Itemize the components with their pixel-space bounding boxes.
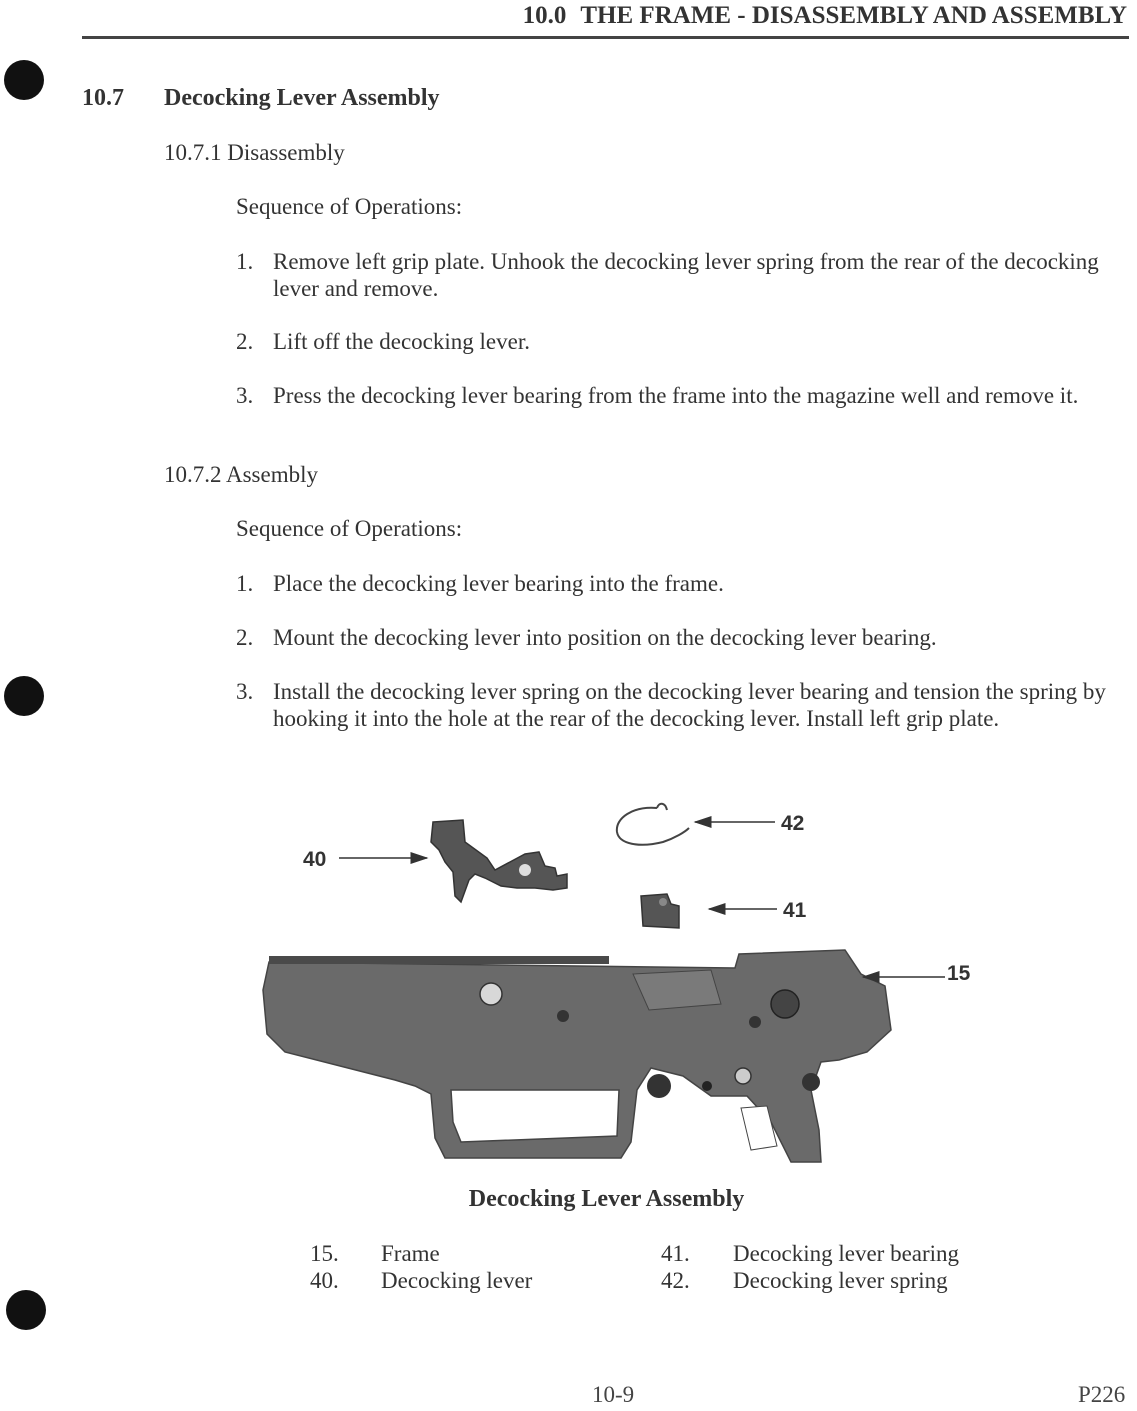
chapter-title: THE FRAME - DISASSEMBLY AND ASSEMBLY — [580, 2, 1127, 29]
step-number: 2. — [236, 329, 254, 354]
legend-number: 15. — [310, 1241, 339, 1266]
figure-drawing — [255, 790, 1015, 1170]
frame-part — [263, 950, 891, 1162]
punch-hole-middle — [4, 676, 44, 716]
disassembly-step-2 — [236, 328, 1116, 355]
assembly-sequence-label: Sequence of Operations: — [236, 516, 463, 541]
callout-40: 40 — [303, 848, 327, 871]
step-number: 2. — [236, 625, 254, 650]
section-title: Decocking Lever Assembly — [164, 85, 440, 111]
section-number: 10.7 — [82, 85, 124, 111]
assembly-step-2 — [236, 624, 1116, 651]
model-label: P226 — [1078, 1382, 1126, 1407]
step-text: Mount the decocking lever into position on the decocking lever bearing. — [273, 625, 937, 650]
legend-number: 41. — [661, 1241, 690, 1266]
step-number: 3. — [236, 679, 254, 704]
decocking-lever-spring-part — [617, 804, 689, 845]
legend-label: Decocking lever bearing — [733, 1241, 960, 1266]
disassembly-step-3 — [236, 382, 1116, 409]
page-number: 10-9 — [592, 1382, 635, 1407]
chapter-number: 10.0 — [522, 2, 567, 29]
punch-hole-bottom — [6, 1290, 46, 1330]
callout-41: 41 — [783, 899, 807, 922]
decocking-lever-bearing-part — [641, 894, 679, 928]
legend-label: Decocking lever — [381, 1268, 533, 1293]
step-number: 1. — [236, 571, 254, 596]
legend-number: 42. — [661, 1268, 690, 1293]
callout-15: 15 — [947, 962, 971, 985]
page-header — [523, 2, 1127, 30]
step-text: Lift off the decocking lever. — [273, 329, 530, 354]
step-number: 1. — [236, 249, 254, 274]
disassembly-step-1 — [236, 248, 1116, 302]
legend-number: 40. — [310, 1268, 339, 1293]
legend-label: Decocking lever spring — [733, 1268, 948, 1293]
step-text: Remove left grip plate. Unhook the decocking lever spring from the rear of the decocking lever and remove. — [273, 249, 1099, 301]
assembly-step-1 — [236, 570, 1116, 597]
section-heading — [82, 85, 440, 112]
decocking-lever-part — [431, 820, 567, 902]
header-rule — [82, 36, 1129, 39]
step-text: Place the decocking lever bearing into the frame. — [273, 571, 724, 596]
disassembly-sequence-label: Sequence of Operations: — [236, 194, 463, 219]
decocking-lever-figure — [255, 790, 1015, 1170]
callout-42: 42 — [781, 812, 805, 835]
assembly-heading: 10.7.2 Assembly — [164, 462, 318, 487]
assembly-step-3 — [236, 678, 1116, 732]
disassembly-heading: 10.7.1 Disassembly — [164, 140, 345, 165]
legend-label: Frame — [381, 1241, 440, 1266]
step-text: Install the decocking lever spring on the decocking lever bearing and tension the spring by hooking it into the hole at the rear of the decocking lever. Install left grip plate. — [273, 679, 1106, 731]
step-text: Press the decocking lever bearing from the frame into the magazine well and remove it. — [273, 383, 1079, 408]
punch-hole-top — [4, 60, 44, 100]
step-number: 3. — [236, 383, 254, 408]
figure-caption: Decocking Lever Assembly — [468, 1186, 745, 1212]
